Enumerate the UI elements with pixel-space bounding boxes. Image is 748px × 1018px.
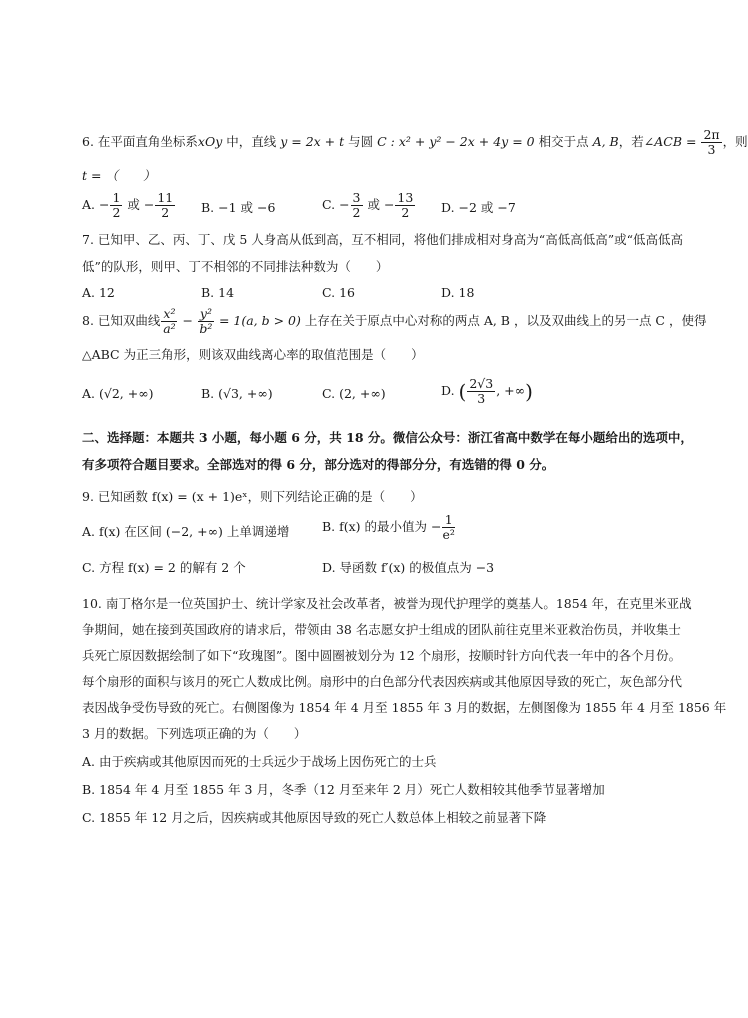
q6-angle-num: 2π [703, 127, 720, 142]
frac-num: 2√3 [469, 376, 494, 391]
q8-option-b[interactable]: B. (√3, +∞) [201, 386, 273, 401]
q9-option-d[interactable]: D. 导函数 f′(x) 的极值点为 −3 [322, 560, 495, 575]
q9-option-c[interactable]: C. 方程 f(x) = 2 的解有 2 个 [82, 560, 246, 575]
q8-minus: − [178, 313, 197, 328]
q6-points: A, B [592, 134, 619, 149]
q10-option-a[interactable]: A. 由于疾病或其他原因而死的士兵远少于战场上因伤死亡的士兵 [82, 754, 437, 769]
q6-option-b[interactable]: B. −1 或 −6 [201, 200, 276, 215]
q9-opt-b-fraction [442, 513, 454, 542]
q6-text: 6. 在平面直角坐标系 [82, 134, 198, 149]
q6-text: ，则 [722, 134, 748, 149]
q7-option-b[interactable]: B. 14 [201, 285, 235, 300]
q8-opt-d-end: , +∞ [496, 383, 526, 398]
q7-stem-line1: 7. 已知甲、乙、丙、丁、戊 5 人身高从低到高，互不相同，将他们排成相对身高为“高低高低高”或“低高低高 [82, 232, 683, 247]
q6-opt-a-frac1 [110, 191, 122, 220]
q8-text: 上存在关于原点中心对称的两点 A, B ，以及双曲线上的另一点 C ，使得 [300, 313, 707, 328]
q9-option-b[interactable] [322, 513, 456, 542]
q6-stem-line1 [82, 128, 748, 157]
q7-stem-line2: 低”的队形，则甲、丁不相邻的不同排法种数为（ ） [82, 259, 389, 274]
q6-opt-c-or: 或 − [363, 197, 395, 212]
q9-opt-b-text: B. f(x) 的最小值为 − [322, 519, 442, 534]
frac-num: 1 [112, 190, 121, 205]
frac-den: 2 [401, 205, 410, 220]
q6-angle: ACB [654, 134, 683, 149]
q6-opt-a-label: A. − [82, 197, 110, 212]
q6-text: 中，直线 [222, 134, 281, 149]
q8-opt-d-label: D. [441, 383, 459, 398]
q6-opt-c-frac2 [395, 191, 415, 220]
q6-text: = [682, 134, 701, 149]
q6-option-a[interactable] [82, 191, 176, 220]
frac-num: 1 [442, 513, 454, 528]
q10-stem-line6: 3 月的数据。下列选项正确的为（ ） [82, 726, 307, 741]
q6-text: 与圆 [344, 134, 378, 149]
frac-den: a² [163, 321, 176, 336]
frac-den: 2 [352, 205, 361, 220]
q6-stem-line2: t = （ ） [82, 168, 156, 183]
q10-stem-line4: 每个扇形的面积与该月的死亡人数成比例。扇形中的白色部分代表因疾病或其他原因导致的死亡，灰色部分代 [82, 674, 683, 689]
q6-circle-equation: C : x² + y² − 2x + 4y = 0 [377, 134, 535, 149]
q10-option-b[interactable]: B. 1854 年 4 月至 1855 年 3 月，冬季（12 月至来年 2 月）死亡人数相较其他季节显著增加 [82, 782, 605, 797]
q7-option-a[interactable]: A. 12 [82, 285, 115, 300]
section2-heading-line2: 有多项符合题目要求。全部选对的得 6 分，部分选对的得部分分，有选错的得 0 分。 [82, 457, 555, 472]
q10-stem-line2: 争期间，她在接到英国政府的请求后，带领由 38 名志愿女护士组成的团队前往克里米亚救治伤员，并收集士 [82, 622, 681, 637]
frac-den: 3 [477, 391, 486, 406]
q7-option-d[interactable]: D. 18 [441, 285, 475, 300]
q6-coord: xOy [197, 134, 223, 149]
q6-opt-c-label: C. − [322, 197, 350, 212]
frac-num: 3 [352, 190, 361, 205]
q6-text: 相交于点 [534, 134, 593, 149]
q7-option-c[interactable]: C. 16 [322, 285, 355, 300]
q6-opt-a-frac2 [155, 191, 175, 220]
q10-stem-line3: 兵死亡原因数据绘制了如下“玫瑰图”。图中圆圈被划分为 12 个扇形，按顺时针方向代表一年中的各个月份。 [82, 648, 682, 663]
q10-stem-line5: 表因战争受伤导致的死亡。右侧图像为 1854 年 4 月至 1855 年 3 月的数据，左侧图像为 1855 年 4 月至 1856 年 [82, 700, 727, 715]
q6-opt-c-frac1 [351, 191, 363, 220]
q8-x-fraction [161, 307, 177, 336]
q8-stem-line2: △ABC 为正三角形，则该双曲线离心率的取值范围是（ ） [82, 347, 424, 362]
q8-equation-rhs: = 1(a, b > 0) [214, 313, 301, 328]
frac-num: y² [199, 306, 212, 321]
q8-opt-d-fraction [467, 377, 495, 406]
paren-right: ) [525, 379, 533, 404]
frac-num: 11 [157, 190, 174, 205]
q6-angle-den: 3 [707, 142, 716, 157]
q8-option-a[interactable]: A. (√2, +∞) [82, 386, 154, 401]
q6-text: ，若∠ [618, 134, 655, 149]
frac-num: x² [163, 306, 176, 321]
q6-angle-fraction [701, 128, 721, 157]
frac-num: 13 [397, 190, 414, 205]
frac-den: 2 [112, 205, 121, 220]
q6-line-equation: y = 2x + t [280, 134, 345, 149]
frac-den: b² [199, 321, 213, 336]
q6-opt-a-or: 或 − [123, 197, 155, 212]
q8-option-c[interactable]: C. (2, +∞) [322, 386, 386, 401]
section2-heading-line1: 二、选择题：本题共 3 小题，每小题 6 分，共 18 分。微信公众号：浙江省高中数学在每小题给出的选项中， [82, 430, 693, 445]
q8-option-d[interactable] [441, 377, 533, 406]
q9-stem: 9. 已知函数 f(x) = (x + 1)eˣ，则下列结论正确的是（ ） [82, 489, 423, 504]
q6-option-d[interactable]: D. −2 或 −7 [441, 200, 516, 215]
q10-option-c[interactable]: C. 1855 年 12 月之后，因疾病或其他原因导致的死亡人数总体上相较之前显著下降 [82, 810, 547, 825]
q9-option-a[interactable]: A. f(x) 在区间 (−2, +∞) 上单调递增 [82, 524, 290, 539]
q8-y-fraction [198, 307, 214, 336]
frac-den: 2 [161, 205, 170, 220]
q6-option-c[interactable] [322, 191, 416, 220]
q8-stem-line1 [82, 307, 706, 336]
paren-left: ( [458, 379, 467, 404]
q10-stem-line1: 10. 南丁格尔是一位英国护士、统计学家及社会改革者，被誉为现代护理学的奠基人。1854 年，在克里米亚战 [82, 596, 692, 611]
q8-text: 8. 已知双曲线 [82, 313, 161, 328]
frac-den: e² [442, 527, 455, 542]
